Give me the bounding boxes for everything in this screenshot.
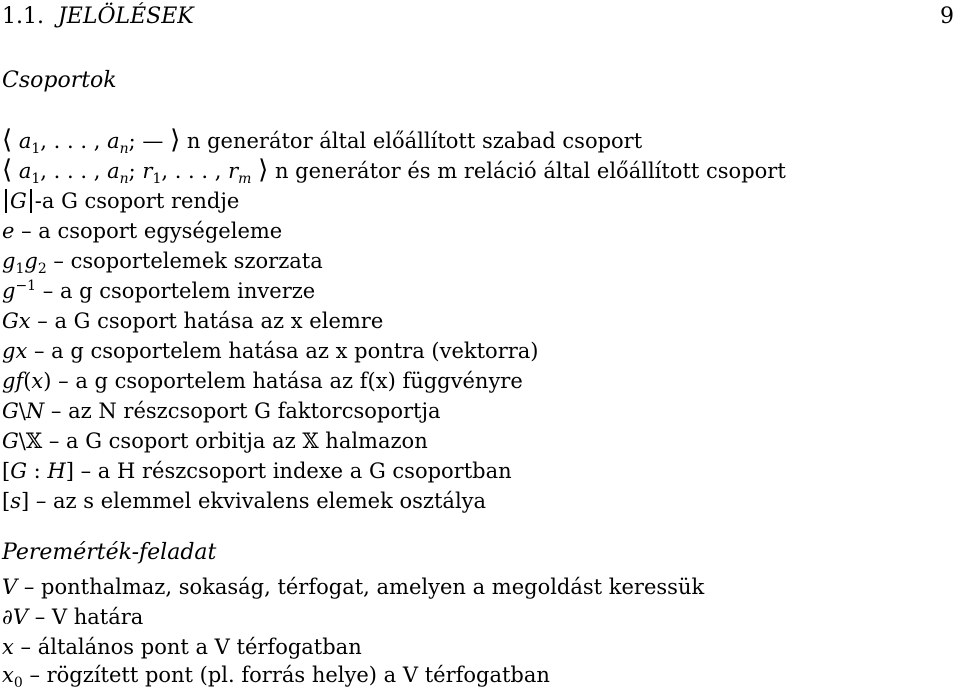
notation-line: gx – a g csoportelem hatása az x pontra (vektorra) — [2, 339, 539, 363]
notation-line: ⟨ $a_1$, . . . , $a_n$; $r_1$, . . . , $r_m$ ⟩ n generátor és m reláció által előállított csoport — [2, 155, 786, 188]
notation-line: $x_0$ – rögzített pont (pl. forrás helye) a V térfogatban — [2, 663, 550, 691]
notation-line: gf(x) – a g csoportelem hatása az f(x) függvényre — [2, 369, 523, 393]
notation-line: ∂V – V határa — [2, 605, 144, 629]
section-title-groups: Csoportok — [2, 68, 117, 93]
section-title-bvp: Peremérték-feladat — [2, 540, 217, 565]
notation-line: Gx – a G csoport hatása az x elemre — [2, 309, 384, 333]
notation-line: [G : H] – a H részcsoport indexe a G csoportban — [2, 459, 512, 483]
page-number: 9 — [940, 4, 954, 29]
notation-line: [s] – az s elemmel ekvivalens elemek osztálya — [2, 489, 487, 513]
running-header — [2, 4, 194, 29]
notation-line: e – a csoport egységeleme — [2, 219, 283, 243]
section-title: JELÖLÉSEK — [57, 4, 194, 29]
notation-line: x – általános pont a V térfogatban — [2, 635, 362, 659]
notation-line: ⟨ $a_1$, . . . , $a_n$; — ⟩ n generátor által előállított szabad csoport — [2, 125, 643, 158]
notation-line: G -a G csoport rendje — [2, 188, 239, 214]
notation-line: $g_1g_2$ – csoportelemek szorzata — [2, 249, 323, 278]
notation-line: G\𝕏 – a G csoport orbitja az 𝕏 halmazon — [2, 429, 428, 453]
notation-line: V – ponthalmaz, sokaság, térfogat, amelyen a megoldást keressük — [2, 575, 705, 599]
notation-line: G\N – az N részcsoport G faktorcsoportja — [2, 399, 441, 423]
notation-line: $g^{-1}$ – a g csoportelem inverze — [2, 278, 316, 303]
section-number: 1.1. — [2, 4, 44, 29]
